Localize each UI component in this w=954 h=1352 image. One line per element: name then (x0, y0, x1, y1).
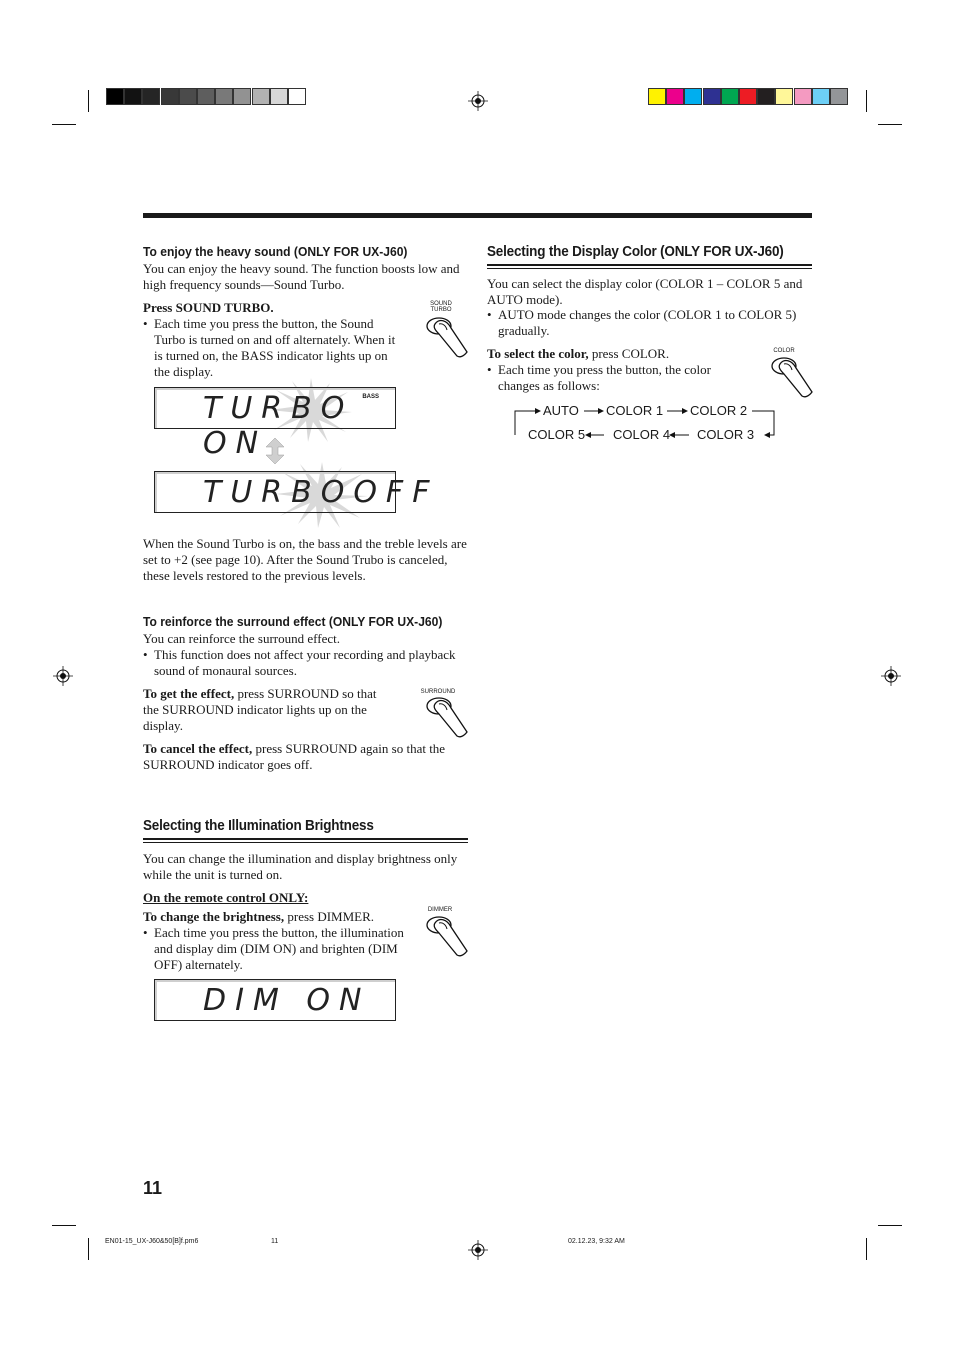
surround-heading: To reinforce the surround effect (ONLY FOR UX-J60) (143, 614, 443, 629)
cancel-effect-text: press SURROUND again so that the SURROUND indicator goes off. (143, 741, 446, 772)
cancel-effect-label: To cancel the effect, (143, 741, 253, 756)
color-swatch (252, 88, 270, 105)
color-swatch (106, 88, 124, 105)
heading-rule (487, 264, 812, 266)
color-swatch (830, 88, 848, 105)
color-swatch (161, 88, 179, 105)
finger-press-icon (770, 354, 816, 400)
flow-item: COLOR 3 (697, 427, 755, 442)
flow-item: COLOR 4 (613, 427, 671, 442)
lcd-text: DIM ON (203, 983, 371, 1018)
sound-turbo-button-label: SOUND TURBO (430, 301, 452, 313)
surround-cancel-effect (143, 741, 468, 773)
color-swatch (703, 88, 721, 105)
crop-mark (88, 1238, 89, 1260)
color-swatch (757, 88, 775, 105)
get-effect-text: press SURROUND so that the SURROUND indicator lights up on the display. (143, 686, 377, 733)
finger-press-icon (425, 694, 471, 740)
finger-press-icon (425, 314, 471, 360)
finger-press-icon (425, 913, 471, 959)
crop-mark (878, 1225, 902, 1226)
surround-button-label: SURROUND (420, 689, 456, 695)
change-brightness-label: To change the brightness, (143, 909, 285, 924)
heading-rule (143, 838, 468, 840)
color-swatch (648, 88, 666, 105)
heading-rule (143, 842, 468, 843)
select-color (487, 346, 669, 362)
dimmer-bullets (143, 925, 409, 973)
surround-get-effect (143, 686, 393, 734)
heavy-sound-heading: To enjoy the heavy sound (ONLY FOR UX-J60) (143, 244, 408, 259)
color-swatch (270, 88, 288, 105)
crop-mark (866, 90, 867, 112)
get-effect-label: To get the effect, (143, 686, 235, 701)
registration-mark-icon (468, 91, 488, 111)
footer-filename: EN01-15_UX-J60&50[B]f.pm6 (105, 1238, 199, 1245)
surround-bullets (143, 647, 468, 679)
illumination-intro: You can change the illumination and display brightness only while the unit is turned on. (143, 851, 458, 882)
select-color-text: press COLOR. (588, 346, 670, 361)
select-color-label: To select the color, (487, 346, 589, 361)
lcd-display-turbo-on (154, 387, 396, 461)
list-item: • This function does not affect your recording and playback sound of monaural sources. (143, 647, 468, 679)
sound-turbo-bullets (143, 316, 401, 380)
crop-mark (52, 124, 76, 125)
color-swatch (179, 88, 197, 105)
lcd-display-dim-on (154, 979, 396, 1021)
change-brightness-text: press DIMMER. (284, 909, 375, 924)
color-swatch (197, 88, 215, 105)
change-brightness (143, 909, 374, 925)
heavy-sound-intro: You can enjoy the heavy sound. The function boosts low and high frequency sounds—Sound Turbo. (143, 261, 460, 292)
display-color-bullets (487, 307, 805, 339)
registration-mark-icon (881, 666, 901, 686)
color-swatch (794, 88, 812, 105)
lcd-text: TURBO ON (203, 391, 354, 461)
lcd-display-turbo-off (154, 471, 439, 513)
color-swatch (215, 88, 233, 105)
color-swatch (721, 88, 739, 105)
list-item: • Each time you press the button, the illumination and display dim (DIM ON) and brighten (DIM OFF) alternately. (143, 925, 409, 973)
list-item: • Each time you press the button, the Sound Turbo is turned on and off alternately. When it is turned on, the BASS indicator lights up on the display. (143, 316, 401, 380)
list-item: • Each time you press the button, the color changes as follows: (487, 362, 727, 394)
double-arrow-icon (266, 438, 284, 464)
color-swatch (684, 88, 702, 105)
footer-page: 11 (271, 1238, 279, 1245)
color-swatch (288, 88, 306, 105)
color-swatch (233, 88, 251, 105)
illumination-heading: Selecting the Illumination Brightness (143, 818, 374, 834)
list-item: • AUTO mode changes the color (COLOR 1 to COLOR 5) gradually. (487, 307, 805, 339)
page-number: 11 (143, 1178, 163, 1198)
crop-mark (52, 1225, 76, 1226)
display-color-heading: Selecting the Display Color (ONLY FOR UX-J60) (487, 244, 784, 260)
flow-item: COLOR 2 (690, 403, 748, 418)
top-rule (143, 213, 812, 218)
bass-indicator: BASS (362, 394, 379, 400)
press-sound-turbo: Press SOUND TURBO. (143, 300, 274, 315)
flow-item: AUTO (543, 403, 579, 418)
lcd-text: TURBOOFF (203, 475, 439, 510)
registration-mark-icon (53, 666, 73, 686)
display-color-intro: You can select the display color (COLOR 1 – COLOR 5 and AUTO mode). (487, 276, 803, 307)
color-swatch (739, 88, 757, 105)
crop-mark (866, 1238, 867, 1260)
remote-only-label: On the remote control ONLY: (143, 890, 309, 905)
color-swatch (124, 88, 142, 105)
color-swatch (812, 88, 830, 105)
registration-mark-icon (468, 1240, 488, 1260)
color-swatch (142, 88, 160, 105)
color-button-label: COLOR (773, 348, 795, 354)
color-bullets (487, 362, 727, 394)
flow-item: COLOR 1 (606, 403, 664, 418)
dimmer-button-label: DIMMER (427, 907, 453, 913)
crop-mark (88, 90, 89, 112)
footer-date: 02.12.23, 9:32 AM (568, 1238, 625, 1245)
heading-rule (487, 268, 812, 269)
surround-intro: You can reinforce the surround effect. (143, 631, 340, 646)
color-swatch (666, 88, 684, 105)
color-swatch (775, 88, 793, 105)
sound-turbo-note: When the Sound Turbo is on, the bass and the treble levels are set to +2 (see page 10). After the Sound Trubo is canceled, these levels restored to the previous levels. (143, 536, 467, 583)
crop-mark (878, 124, 902, 125)
flow-item: COLOR 5 (528, 427, 586, 442)
